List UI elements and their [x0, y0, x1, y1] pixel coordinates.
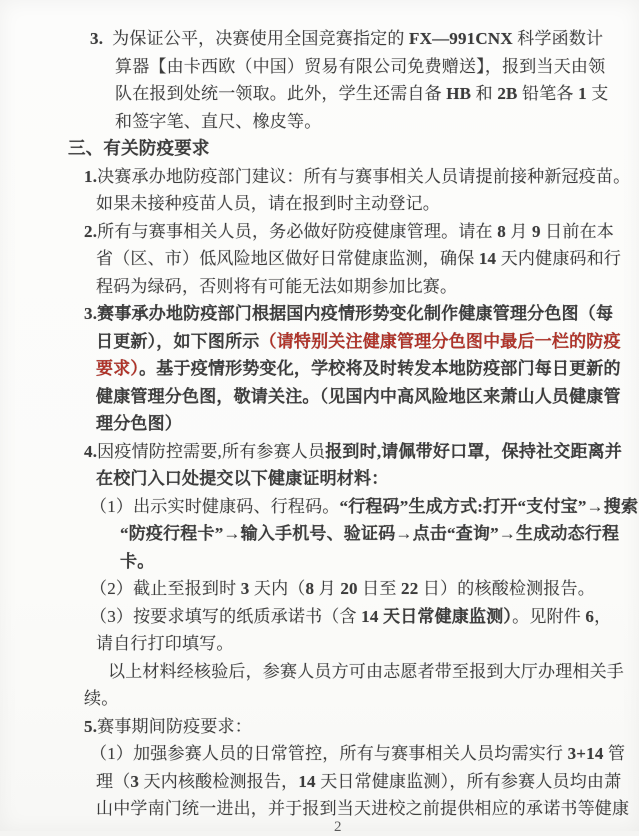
text-run: 赛事承办地防疫部门根据国内疫情形势变化制作健康管理分色图（每	[97, 304, 614, 323]
document-body	[0, 25, 639, 823]
page-number: 2	[334, 819, 342, 835]
text-run: （2）截止至报到时	[90, 579, 241, 598]
text-run: 请自行打印填写。	[96, 634, 234, 653]
text-run: 22	[401, 579, 419, 598]
text-line	[0, 410, 639, 438]
text-run: 和签字笔、直尺、橡皮等。	[115, 111, 322, 131]
text-line	[0, 328, 639, 356]
text-line	[0, 300, 639, 328]
text-run: （1）加强参赛人员的日常管控，所有与赛事相关人员均需实行	[90, 744, 568, 763]
text-run: 天内健康码和行	[496, 249, 622, 268]
text-run: 天日常健康监测）	[378, 606, 513, 626]
text-run: （3）按要求填写的纸质承诺书（含	[90, 606, 362, 626]
text-run: 日更新），如下图所示	[96, 331, 260, 351]
text-line	[0, 713, 639, 741]
text-run: 4.	[84, 441, 98, 461]
text-line	[0, 25, 639, 53]
text-run: 14	[361, 606, 379, 626]
text-run: 如果未接种疫苗人员，请在报到时主动登记。	[96, 194, 440, 213]
text-line	[0, 465, 639, 493]
text-run: 山中学南门统一进出，并于报到当天进校之前提供相应的承诺书等健康	[96, 799, 630, 818]
text-line	[0, 520, 639, 548]
text-run: 天内（	[249, 579, 306, 598]
text-run: 省（区、市）低风险地区做好日常健康监测，确保	[96, 249, 479, 268]
text-run: “行程码”生成方式:打开“支付宝”→搜索	[339, 496, 639, 516]
text-run: 8	[497, 221, 506, 241]
text-run: 以上材料经核验后，参赛人员方可由志愿者带至报到大厅办理相关手	[108, 661, 624, 681]
text-run: 天日常健康监测），所有参赛人员均由萧	[315, 771, 622, 791]
text-run: 2B	[497, 84, 518, 103]
emphasis-red-text-run: （请特别关注健康管理分色图中最后一栏的防疫	[259, 331, 621, 351]
text-line	[0, 768, 639, 796]
text-line	[0, 163, 639, 191]
text-run: 。见附件	[512, 606, 586, 626]
text-run: 20	[340, 579, 358, 598]
text-run: 因疫情防控需要,所有参赛人员	[97, 441, 326, 461]
text-run: 3	[130, 771, 140, 791]
text-line	[0, 135, 639, 163]
text-run: 支	[586, 84, 609, 103]
text-line	[0, 245, 639, 273]
text-run: 8	[305, 579, 315, 598]
text-line	[0, 630, 639, 658]
text-run: 日）的核酸检测报告。	[418, 579, 595, 598]
text-run: 3.	[90, 29, 104, 48]
text-run: 3+14	[567, 744, 604, 763]
text-run: 科学函数计	[512, 29, 604, 48]
text-line	[0, 493, 639, 521]
text-run: 续。	[84, 689, 119, 708]
text-run: 1	[578, 84, 587, 103]
text-run: 9	[532, 221, 541, 241]
text-run: 月	[505, 221, 533, 241]
text-line	[0, 548, 639, 576]
text-run: 1.	[84, 166, 98, 186]
text-run: 3	[240, 579, 250, 598]
text-line	[0, 575, 639, 603]
text-run: 14	[478, 249, 497, 268]
text-run: （1）出示实时健康码、行程码。	[90, 496, 340, 516]
text-line	[0, 383, 639, 411]
text-run: 理（	[96, 771, 131, 791]
text-run: 月	[314, 579, 341, 598]
text-run: ，	[594, 606, 612, 626]
text-line	[0, 438, 639, 466]
text-run: 日前在本	[540, 221, 614, 241]
text-line	[0, 355, 639, 383]
text-run: FX—991CNX	[409, 29, 513, 48]
text-run: 三、有关防疫要求	[68, 138, 210, 158]
text-run: 铅笔各	[517, 84, 579, 103]
text-run: 3.	[84, 304, 98, 323]
text-run: 理分色图）	[96, 414, 182, 433]
text-run: 所有与赛事相关人员，务必做好防疫健康管理。请在	[97, 221, 498, 241]
text-line	[0, 658, 639, 686]
text-run: 卡。	[120, 551, 155, 571]
text-run: 赛事期间防疫要求：	[97, 716, 252, 736]
text-line	[0, 80, 639, 108]
text-run: 为保证公平，决赛使用全国竞赛指定的	[112, 29, 410, 48]
text-line	[0, 108, 639, 136]
text-run: 和	[471, 84, 498, 103]
text-line	[0, 218, 639, 246]
text-run: 天内核酸检测报告，	[139, 771, 299, 791]
text-run: 报到时,请佩带好口罩，保持社交距离并	[325, 441, 623, 461]
text-line	[0, 190, 639, 218]
text-run: 健康管理分色图，敬请关注。（见国内中高风险地区来萧山人员健康管	[96, 386, 621, 406]
text-run: 6	[585, 606, 595, 626]
text-run: 。基于疫情形势变化，学校将及时转发本地防疫部门每日更新的	[139, 359, 621, 378]
text-run: 14	[298, 771, 316, 791]
text-run: “防疫行程卡”→输入手机号、验证码→点击“查询”→生成动态行程	[120, 524, 620, 543]
text-line	[0, 685, 639, 713]
text-run: 决赛承办地防疫部门建议：所有与赛事相关人员请提前接种新冠疫苗。	[97, 166, 631, 186]
text-line	[0, 795, 639, 823]
text-run: 算器【由卡西欧（中国）贸易有限公司免费赠送】，报到当天由领	[115, 56, 606, 76]
text-run: 队在报到处统一领取。此外，学生还需自备	[115, 84, 447, 103]
text-line	[0, 740, 639, 768]
text-run: 在校门入口处提交以下健康证明材料：	[96, 469, 389, 488]
text-run: HB	[446, 84, 472, 103]
text-run: 2.	[84, 221, 98, 241]
text-run: 管	[603, 744, 626, 763]
text-run: 5.	[84, 716, 98, 736]
text-run: 程码为绿码，否则将有可能无法如期参加比赛。	[96, 276, 458, 296]
text-line	[0, 603, 639, 631]
text-line	[0, 53, 639, 81]
text-run: 日至	[357, 579, 402, 598]
emphasis-red-text-run: 要求）	[96, 359, 140, 378]
text-line	[0, 273, 639, 301]
